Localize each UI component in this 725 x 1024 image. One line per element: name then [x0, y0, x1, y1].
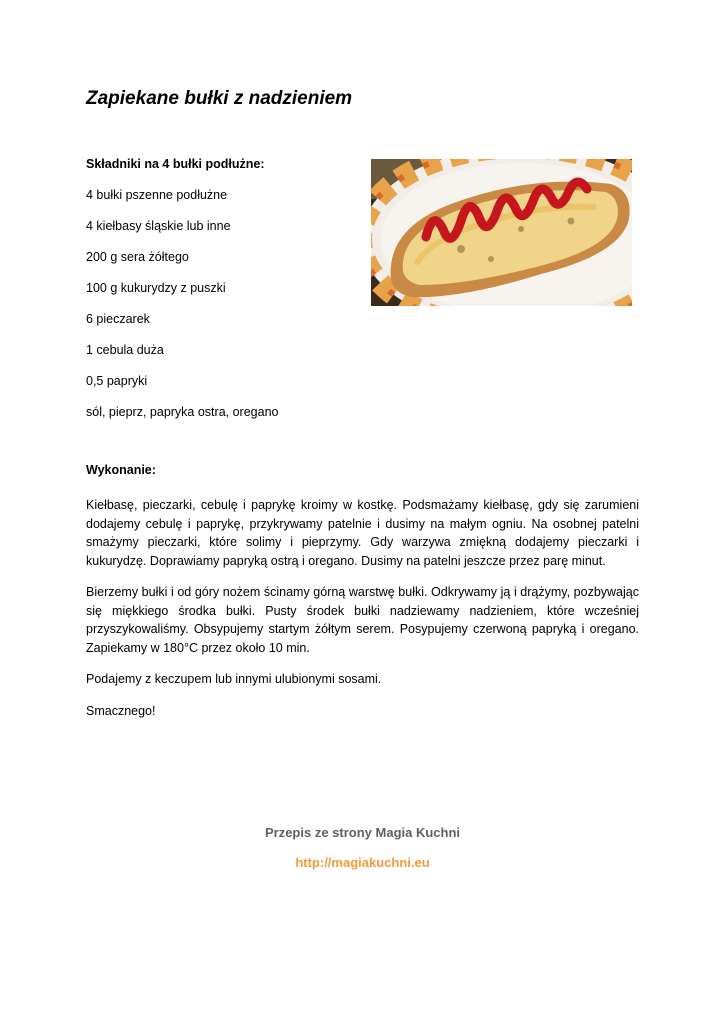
ingredients-list	[86, 187, 278, 435]
method-section	[86, 496, 639, 733]
recipe-title: Zapiekane bułki z nadzieniem	[86, 88, 353, 109]
method-paragraph: Kiełbasę, pieczarki, cebulę i paprykę kroimy w kostkę. Podsmażamy kiełbasę, gdy się zarumieni dodajemy cebulę i paprykę, przykrywamy patelnie i dusimy na małym ogniu. Na osobnej patelni smażymy pieczarki, które solimy i pieprzymy. Gdy warzywa zmiękną dodajemy pieczarki i kukurydzę. Doprawiamy papryką ostrą i oregano. Dusimy na patelni jeszcze przez parę minut.	[86, 498, 639, 568]
method-heading: Wykonanie:	[86, 463, 156, 477]
method-paragraph: Smacznego!	[86, 703, 156, 718]
ingredient-item: 4 bułki pszenne podłużne	[86, 188, 228, 202]
source-label: Przepis ze strony Magia Kuchni	[264, 825, 461, 840]
ingredient-item: 4 kiełbasy śląskie lub inne	[86, 219, 231, 233]
ingredient-item: 6 pieczarek	[86, 312, 150, 326]
method-paragraph: Podajemy z keczupem lub innymi ulubionymi sosami.	[86, 672, 382, 686]
recipe-photo	[371, 159, 632, 306]
method-paragraph: Bierzemy bułki i od góry nożem ścinamy górną warstwę bułki. Odkrywamy ją i drążymy, pozbywając się miękkiego środka bułki. Pusty środek bułki nadziewamy nadzieniem, które wcześniej przyszykowaliśmy. Obsypujemy startym żółtym serem. Posypujemy czerwoną papryką i oregano. Zapiekamy w 180°C przez około 10 min.	[86, 585, 639, 655]
ingredient-item: sól, pieprz, papryka ostra, oregano	[86, 405, 279, 419]
ingredient-item: 0,5 papryki	[86, 374, 148, 388]
ingredient-item: 100 g kukurydzy z puszki	[86, 281, 226, 295]
ingredients-heading: Składniki na 4 bułki podłużne:	[86, 157, 265, 171]
source-link[interactable]: http://magiakuchni.eu	[295, 855, 430, 870]
ingredient-item: 1 cebula duża	[86, 343, 164, 357]
ingredient-item: 200 g sera żółtego	[86, 250, 189, 264]
